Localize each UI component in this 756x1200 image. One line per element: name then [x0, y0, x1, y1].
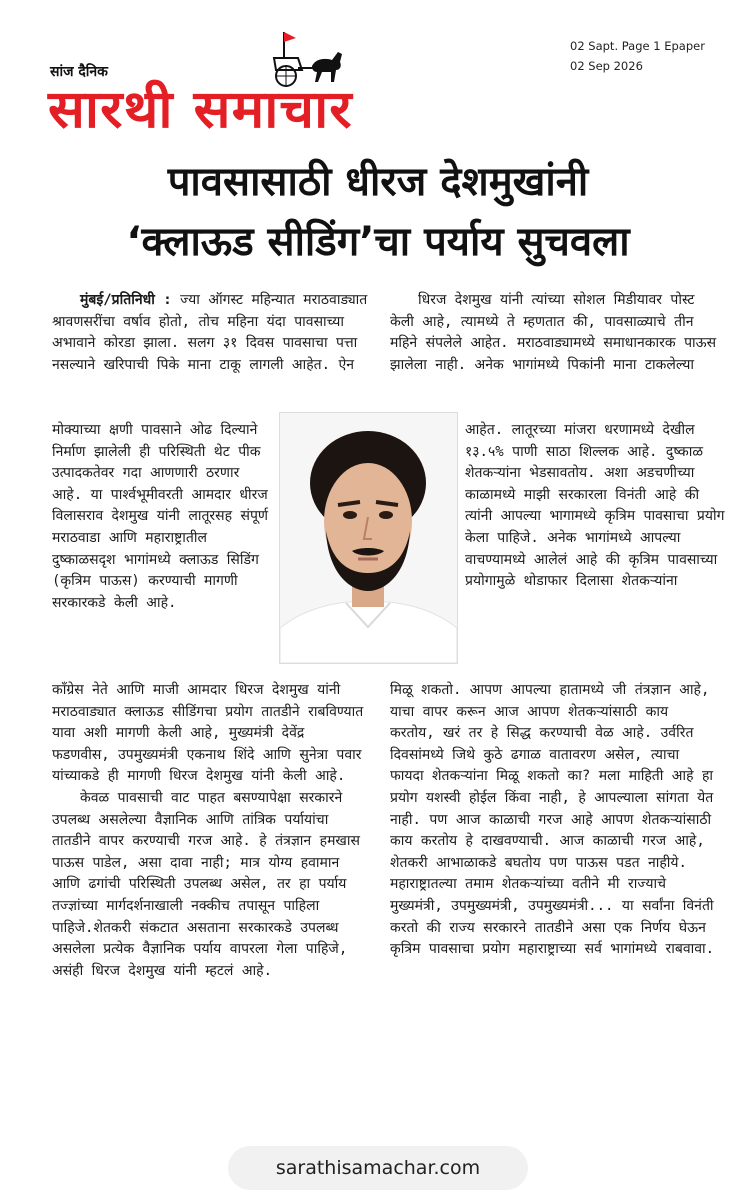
article-right-narrow — [465, 420, 725, 593]
footer-url-link[interactable]: sarathisamachar.com — [228, 1146, 528, 1190]
dateline: मुंबई/प्रतिनिधी : — [80, 292, 172, 308]
headline — [40, 152, 716, 272]
article-left-bottom — [52, 680, 370, 982]
headline-line-2: ‘क्लाऊड सीडिंग’चा पर्याय सुचवला — [126, 219, 630, 265]
edition-info — [570, 36, 705, 76]
article-left-bottom-p1: काँग्रेस नेते आणि माजी आमदार धिरज देशमुख यांनी मराठवाड्यात क्लाऊड सीडिंगचा प्रयोग तातडीने राबविण्यात यावा अशी मागणी केली आहे, मुख्यमंत्री देवेंद्र फडणवीस, उपमुख्यमंत्री एकनाथ शिंदे आणि सुनेत्रा पवार यांच्याकडे ही मागणी धिरज देशमुख यांनी केली आहे. — [52, 682, 364, 785]
edition-line: 02 Sapt. Page 1 Epaper — [570, 39, 705, 53]
article-left-top — [52, 290, 370, 376]
masthead-small-label: सांज दैनिक — [50, 64, 108, 80]
article-left-top-text: ज्या ऑगस्ट महिन्यात मराठवाड्यात श्रावणसरींचा वर्षाव होतो, तोच महिना यंदा पावसाच्या अभावाने कोरडा झाला. सलग ३१ दिवस पावसाचा पत्ता नसल्याने खरिपाची पिके माना टाकू लागली आहेत. ऐन — [52, 292, 368, 373]
article-right-narrow-text: आहेत. लातूरच्या मांजरा धरणामध्ये देखील १३.५% पाणी साठा शिल्लक आहे. दुष्काळ शेतकऱ्यांना भेडसावतोय. अशा अडचणीच्या काळामध्ये माझी सरकारला विनंती आहे की त्यांनी आपल्या भागामध्ये कृत्रिम पावसाचा प्रयोग केला पाहिजे. अनेक भागांमध्ये आपल्या वाचण्यामध्ये आलेलं आहे की कृत्रिम पावसाच्या प्रयोगामुळे थोडाफार दिलासा शेतकऱ्यांना — [465, 422, 725, 590]
headline-line-1: पावसासाठी धीरज देशमुखांनी — [167, 159, 589, 205]
article-right-bottom — [390, 680, 720, 961]
article-right-bottom-text: मिळू शकतो. आपण आपल्या हातामध्ये जी तंत्रज्ञान आहे, याचा वापर करून आज आपण शेतकऱ्यांसाठी काय करतोय, खरं तर हे सिद्ध करण्याची वेळ आहे. उर्वरित दिवसांमध्ये जिथे कुठे ढगाळ वातावरण असेल, त्याचा फायदा शेतकऱ्यांना मिळू शकतो का? मला माहिती आहे हा प्रयोग यशस्वी होईल किंवा नाही, हे आपल्याला सांगता येत नाही. पण आज काळाची गरज आहे आपण शेतकऱ्यांसाठी काय करतोय हे दाखवण्याची. आज काळाची गरज आहे, शेतकरी आभाळाकडे बघतोय पण पाऊस पडत नाहीये. महाराष्ट्रातल्या तमाम शेतकऱ्यांच्या वतीने मी राज्याचे मुख्यमंत्री, उपमुख्यमंत्री, उपमुख्यमंत्री... या सर्वांना विनंती करतो की राज्य सरकारने तातडीने असा एक निर्णय घेऊन कृत्रिम पावसाचा प्रयोग महाराष्ट्राच्या सर्व भागांमध्ये राबवावा. — [390, 682, 715, 958]
date-line: 02 Sep 2026 — [570, 59, 643, 73]
portrait-man-icon — [279, 412, 458, 664]
masthead — [0, 0, 756, 150]
article-left-narrow-text: मोक्याच्या क्षणी पावसाने ओढ दिल्याने निर्माण झालेली ही परिस्थिती थेट पीक उत्पादकतेवर गदा आणणारी ठरणार आहे. या पार्श्वभूमीवरती आमदार धीरज विलासराव देशमुख यांनी लातूरसह संपूर्ण मराठवाडा आणि महाराष्ट्रातील दुष्काळसदृश भागांमध्ये क्लाऊड सिडिंग (कृत्रिम पाऊस) करण्याची मागणी सरकारकडे केली आहे. — [52, 422, 269, 611]
article-right-top-text: धिरज देशमुख यांनी त्यांच्या सोशल मिडीयावर पोस्ट केली आहे, त्यामध्ये ते म्हणतात की, पावसाळ्याचे तीन महिने संपलेले आहेत. मराठवाड्यामध्ये समाधानकारक पाऊस झालेला नाही. अनेक भागांमध्ये पिकांनी माना टाकलेल्या — [390, 292, 717, 373]
article-left-narrow — [52, 420, 272, 614]
masthead-title: सारथी समाचार — [48, 80, 353, 140]
article-left-bottom-p2: केवळ पावसाची वाट पाहत बसण्यापेक्षा सरकारने उपलब्ध असलेल्या वैज्ञानिक आणि तांत्रिक पर्यायांचा तातडीने वापर करण्याची गरज आहे. हे तंत्रज्ञान हमखास पाऊस पाडेल, असा दावा नाही; मात्र योग्य हवामान आणि ढगांची परिस्थिती उपलब्ध असेल, तर हा पर्याय तज्ज्ञांच्या मार्गदर्शनाखाली नक्कीच तपासून पाहिला पाहिजे.शेतकरी संकटात असताना सरकारकडे उपलब्ध असलेला प्रत्येक वैज्ञानिक पर्याय वापरला गेला पाहिजे, असंही धिरज देशमुख यांनी म्हटलं आहे. — [52, 789, 360, 979]
article-right-top — [390, 290, 720, 376]
